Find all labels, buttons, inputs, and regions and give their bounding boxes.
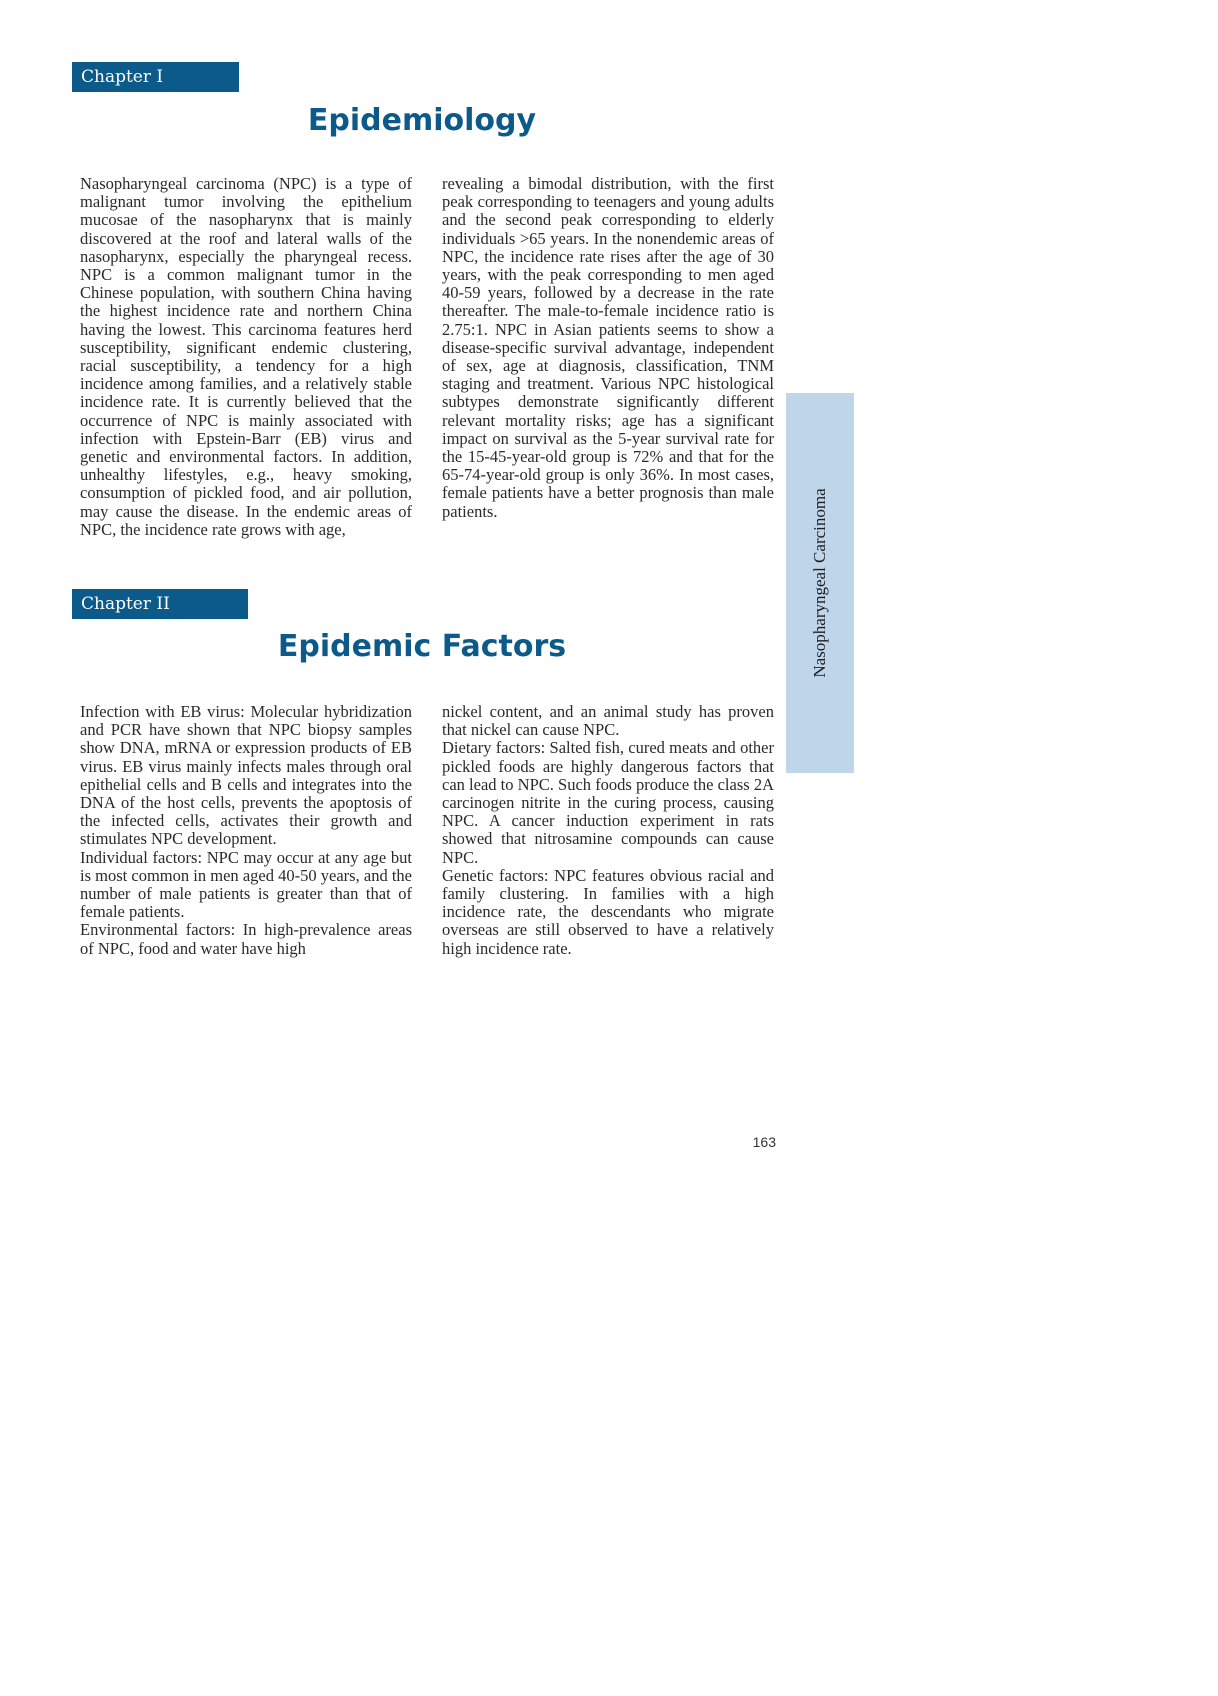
paragraph-eb-virus: Infection with EB virus: Molecular hybridization and PCR have shown that NPC biopsy samples show DNA, mRNA or expression products of EB virus. EB virus mainly infects males through oral epithelial cells and B cells and integrates into the DNA of the host cells, prevents the apoptosis of the infected cells, activates their growth and stimulates NPC development. (80, 702, 412, 849)
side-tab-label: Nasopharyngeal Carcinoma (810, 488, 829, 678)
chapter-1-left-column (80, 175, 412, 539)
paragraph-nickel: nickel content, and an animal study has proven that nickel can cause NPC. (442, 702, 774, 740)
chapter-1-label: Chapter I (72, 62, 239, 92)
chapter-1-right-column (442, 175, 774, 521)
chapter-2-left-column (80, 703, 412, 958)
paragraph-environmental-factors: Environmental factors: In high-prevalence areas of NPC, food and water have high (80, 920, 412, 958)
chapter-2-right-column (442, 703, 774, 958)
paragraph-genetic-factors: Genetic factors: NPC features obvious racial and family clustering. In families with a high incidence rate, the descendants who migrate overseas are still observed to have a relatively high incidence rate. (442, 865, 774, 958)
paragraph-individual-factors: Individual factors: NPC may occur at any age but is most common in men aged 40-50 years, and the number of male patients is greater than that of female patients. (80, 847, 412, 922)
chapter-2-title: Epidemic Factors (277, 629, 567, 664)
chapter-1-right-text: revealing a bimodal distribution, with the first peak corresponding to teenagers and young adults and the second peak corresponding to elderly individuals >65 years. In the nonendemic areas of NPC, the incidence rate rises after the age of 30 years, with the peak corresponding to men aged 40-59 years, followed by a decrease in the rate thereafter. The male-to-female incidence ratio is 2.75:1. NPC in Asian patients seems to show a disease-specific survival advantage, independent of sex, age at diagnosis, classification, TNM staging and treatment. Various NPC histological subtypes demonstrate significantly different relevant mortality risks; age has a significant impact on survival as the 5-year survival rate for the 15-45-year-old group is 72% and that for the 65-74-year-old group is only 36%. In most cases, female patients have a better prognosis than male patients. (442, 174, 774, 521)
side-tab (786, 393, 854, 773)
paragraph-dietary-factors: Dietary factors: Salted fish, cured meats and other pickled foods are highly dangerous factors that can lead to NPC. Such foods produce the class 2A carcinogen nitrite in the curing process, causing NPC. A cancer induction experiment in rats showed that nitrosamine compounds can cause NPC. (442, 738, 774, 867)
chapter-1-left-text: Nasopharyngeal carcinoma (NPC) is a type of malignant tumor involving the epithelium mucosae of the nasopharynx that is mainly discovered at the roof and lateral walls of the nasopharynx, especially the pharyngeal recess. NPC is a common malignant tumor in the Chinese population, with southern China having the highest incidence rate and northern China having the lowest. This carcinoma features herd susceptibility, significant endemic clustering, racial susceptibility, a tendency for a high incidence among families, and a relatively stable incidence rate. It is currently believed that the occurrence of NPC is mainly associated with infection with Epstein-Barr (EB) virus and genetic and environmental factors. In addition, unhealthy lifestyles, e.g., heavy smoking, consumption of pickled food, and air pollution, may cause the disease. In the endemic areas of NPC, the incidence rate grows with age, (80, 174, 412, 539)
page-number: 163 (752, 1134, 776, 1150)
chapter-1-title: Epidemiology (307, 103, 537, 138)
chapter-2-label: Chapter II (72, 589, 248, 619)
